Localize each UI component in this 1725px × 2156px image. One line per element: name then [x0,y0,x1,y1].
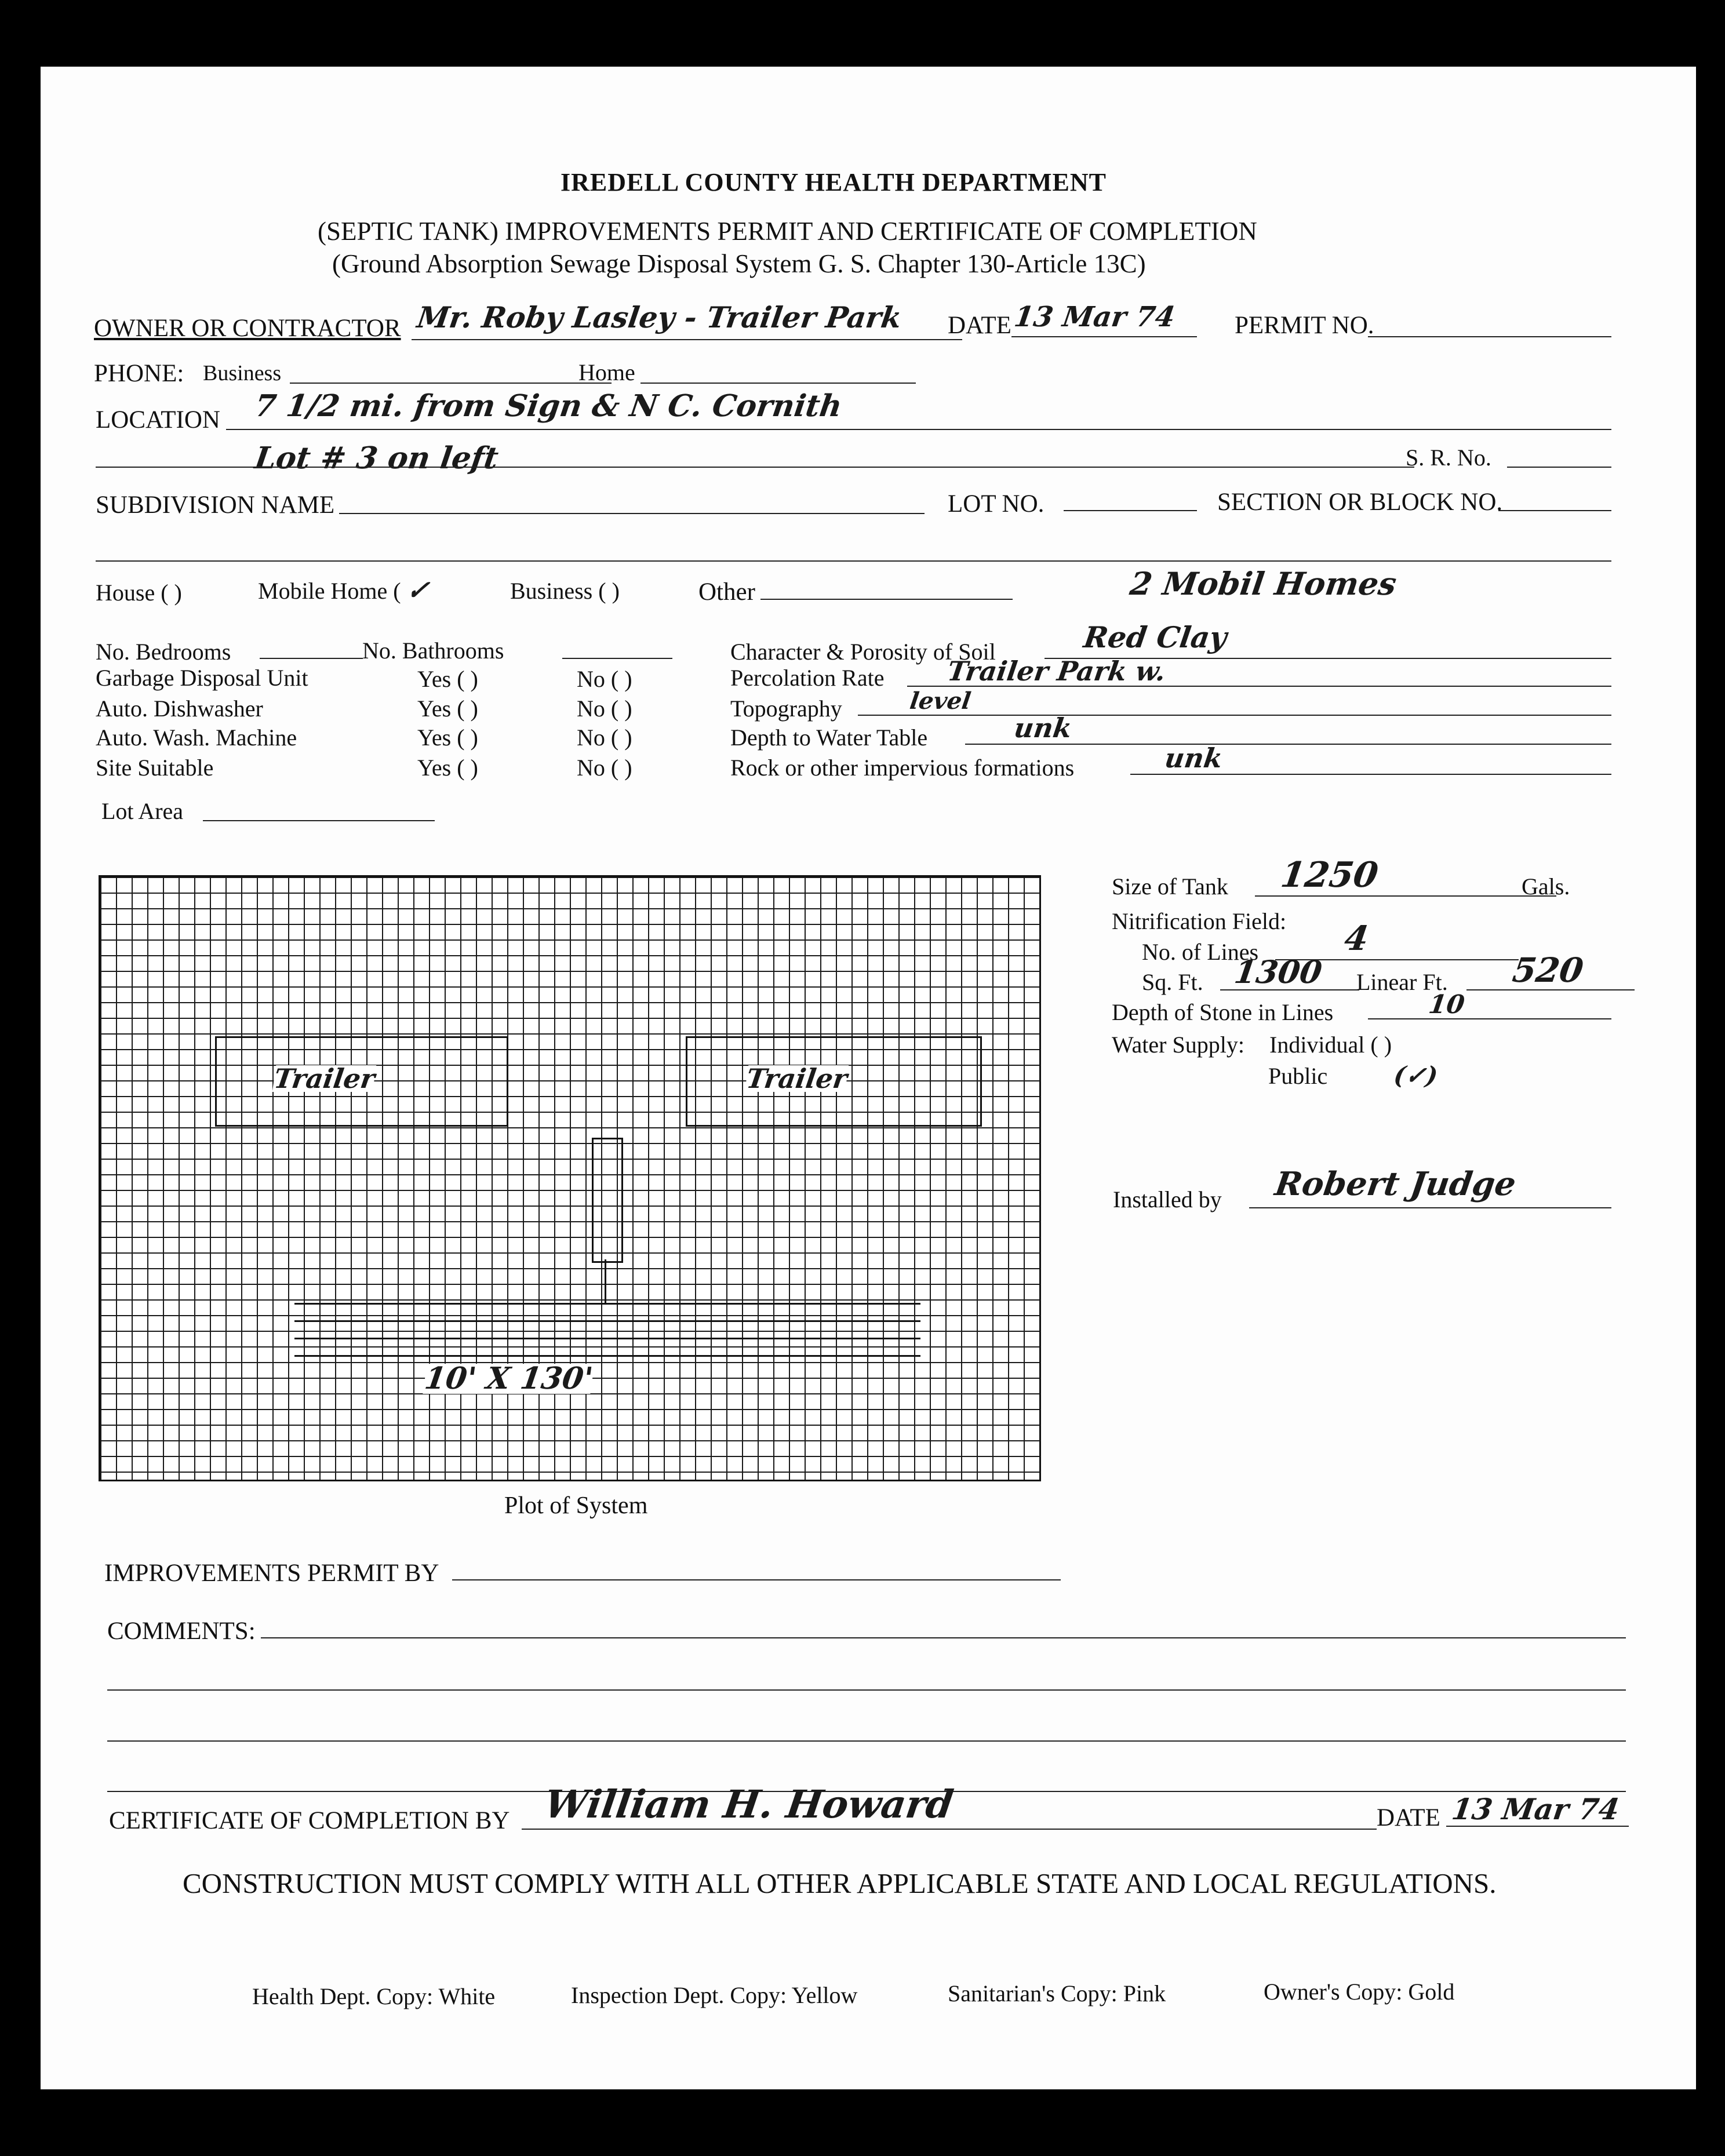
location-line2-rule [96,467,1414,468]
wash-machine-label: Auto. Wash. Machine [96,724,297,751]
phone-home-line [640,383,916,384]
trailer-left-label: Trailer [272,1063,377,1094]
phone-label: PHONE: [94,360,184,387]
phone-business-line [290,383,612,384]
permit-form [41,67,1696,2089]
bedrooms-line [260,658,363,659]
wash-machine-yes: Yes ( ) [417,724,478,751]
location-line2: Lot # 3 on left [252,440,501,476]
comments-label: COMMENTS: [107,1618,256,1645]
perc-rate-label: Percolation Rate [730,665,885,691]
water-table-value: unk [1012,712,1074,744]
tank-gals: Gals. [1522,873,1570,899]
rock-label: Rock or other impervious formations [730,755,1075,781]
site-suitable-label: Site Suitable [96,755,214,781]
sqft-value: 1300 [1232,953,1324,990]
bedrooms-label: No. Bedrooms [96,639,231,665]
topography-value: level [908,687,973,715]
installed-by-label: Installed by [1113,1186,1222,1212]
permit-by-line [452,1579,1061,1580]
certificate-date-value: 13 Mar 74 [1449,1792,1622,1826]
permit-label: PERMIT NO. [1235,312,1374,339]
certificate-date-label: DATE [1377,1804,1440,1831]
other-line [760,599,1013,600]
tank-size-value: 1250 [1278,855,1381,895]
water-public-check: (✓) [1392,1061,1440,1090]
other-label: Other [698,578,755,606]
date-line [1011,336,1197,337]
sr-no-label: S. R. No. [1406,445,1491,471]
nitrification-line-3 [294,1338,920,1339]
comments-line-3 [107,1740,1626,1742]
site-yes: Yes ( ) [417,755,478,781]
nitrification-line-2 [294,1320,920,1322]
form-subtitle: (Ground Absorption Sewage Disposal System G. S. Chapter 130-Article 13C) [332,249,1146,278]
field-dimension: 10' X 130' [422,1361,595,1396]
business-option: Business ( ) [510,578,620,604]
section-label: SECTION OR BLOCK NO. [1217,489,1503,516]
phone-home-label: Home [578,359,635,385]
nitrification-line-1 [294,1303,920,1305]
trailer-right-label: Trailer [744,1063,850,1094]
stone-depth-line [1368,1018,1611,1019]
nitrification-label: Nitrification Field: [1112,908,1287,934]
dishwasher-yes: Yes ( ) [417,695,478,722]
linear-ft-label: Linear Ft. [1356,969,1448,995]
lines-value: 4 [1342,919,1371,958]
lot-no-label: LOT NO. [948,490,1045,518]
copy-sanitarian: Sanitarian's Copy: Pink [948,1980,1166,2006]
lines-label: No. of Lines [1142,939,1259,965]
location-line1-rule [226,429,1611,430]
date-label: DATE [948,312,1011,339]
compliance-notice: CONSTRUCTION MUST COMPLY WITH ALL OTHER APPLICABLE STATE AND LOCAL REGULATIONS. [183,1867,1497,1899]
topography-line [858,715,1611,716]
installed-by-line [1249,1207,1611,1208]
section-line [1498,510,1611,511]
stone-depth-label: Depth of Stone in Lines [1112,999,1334,1025]
house-option: House ( ) [96,580,182,606]
dishwasher-no: No ( ) [577,695,632,722]
permit-line [1368,336,1611,337]
water-public-label: Public [1268,1063,1328,1089]
phone-business-label: Business [203,361,282,385]
other-value: 2 Mobil Homes [1127,565,1399,602]
lot-area-line [203,820,435,821]
garbage-label: Garbage Disposal Unit [96,665,308,691]
plot-caption: Plot of System [504,1492,648,1519]
plot-grid [99,875,1041,1481]
garbage-yes: Yes ( ) [417,666,478,692]
soil-character-value: Red Clay [1081,620,1229,654]
tank-pipe [605,1259,606,1303]
mobile-home-check: ✓ [405,574,432,606]
location-label: LOCATION [96,406,220,434]
certificate-signer: William H. Howard [541,1782,956,1827]
permit-by-label: IMPROVEMENTS PERMIT BY [104,1560,439,1587]
garbage-no: No ( ) [577,666,632,692]
owner-line [412,339,962,340]
subdivision-label: SUBDIVISION NAME [96,491,335,519]
water-supply-label: Water Supply: [1112,1032,1244,1058]
installed-by-value: Robert Judge [1272,1165,1519,1203]
rock-value: unk [1163,742,1225,774]
rock-line [1130,774,1611,775]
location-line1: 7 1/2 mi. from Sign & N C. Cornith [252,388,845,424]
form-title: (SEPTIC TANK) IMPROVEMENTS PERMIT AND CERTIFICATE OF COMPLETION [318,217,1257,246]
tank-size-line [1255,895,1556,897]
owner-value: Mr. Roby Lasley - Trailer Park [414,300,904,334]
tank-size-label: Size of Tank [1112,873,1228,899]
sqft-label: Sq. Ft. [1142,969,1203,995]
copy-inspection: Inspection Dept. Copy: Yellow [571,1982,858,2008]
topography-label: Topography [730,695,842,722]
comments-line-2 [107,1689,1626,1691]
stone-depth-value: 10 [1426,990,1466,1019]
certificate-line [522,1829,1377,1830]
perc-rate-value: Trailer Park w. [945,655,1168,687]
certificate-label: CERTIFICATE OF COMPLETION BY [109,1807,510,1834]
section-divider [96,560,1611,562]
septic-tank [592,1138,623,1263]
water-individual: Individual ( ) [1269,1032,1392,1058]
water-table-line [965,744,1611,745]
mobile-home-option: Mobile Home ( [258,578,401,604]
copy-health: Health Dept. Copy: White [252,1983,496,2009]
date-value: 13 Mar 74 [1012,301,1177,333]
comments-line-1 [261,1637,1626,1638]
soil-character-label: Character & Porosity of Soil [730,639,996,665]
owner-label: OWNER OR CONTRACTOR [94,315,401,342]
linear-ft-value: 520 [1510,950,1586,990]
bathrooms-line [562,658,672,659]
water-table-label: Depth to Water Table [730,724,928,751]
lot-no-line [1064,510,1197,511]
wash-machine-no: No ( ) [577,724,632,751]
sr-no-line [1507,467,1611,468]
subdivision-line [339,513,925,514]
dishwasher-label: Auto. Dishwasher [96,695,263,722]
lot-area-label: Lot Area [101,798,184,824]
copy-owner: Owner's Copy: Gold [1264,1979,1455,2005]
nitrification-line-4 [294,1355,920,1357]
bathrooms-label: No. Bathrooms [362,638,504,664]
site-no: No ( ) [577,755,632,781]
department-heading: IREDELL COUNTY HEALTH DEPARTMENT [561,168,1107,196]
